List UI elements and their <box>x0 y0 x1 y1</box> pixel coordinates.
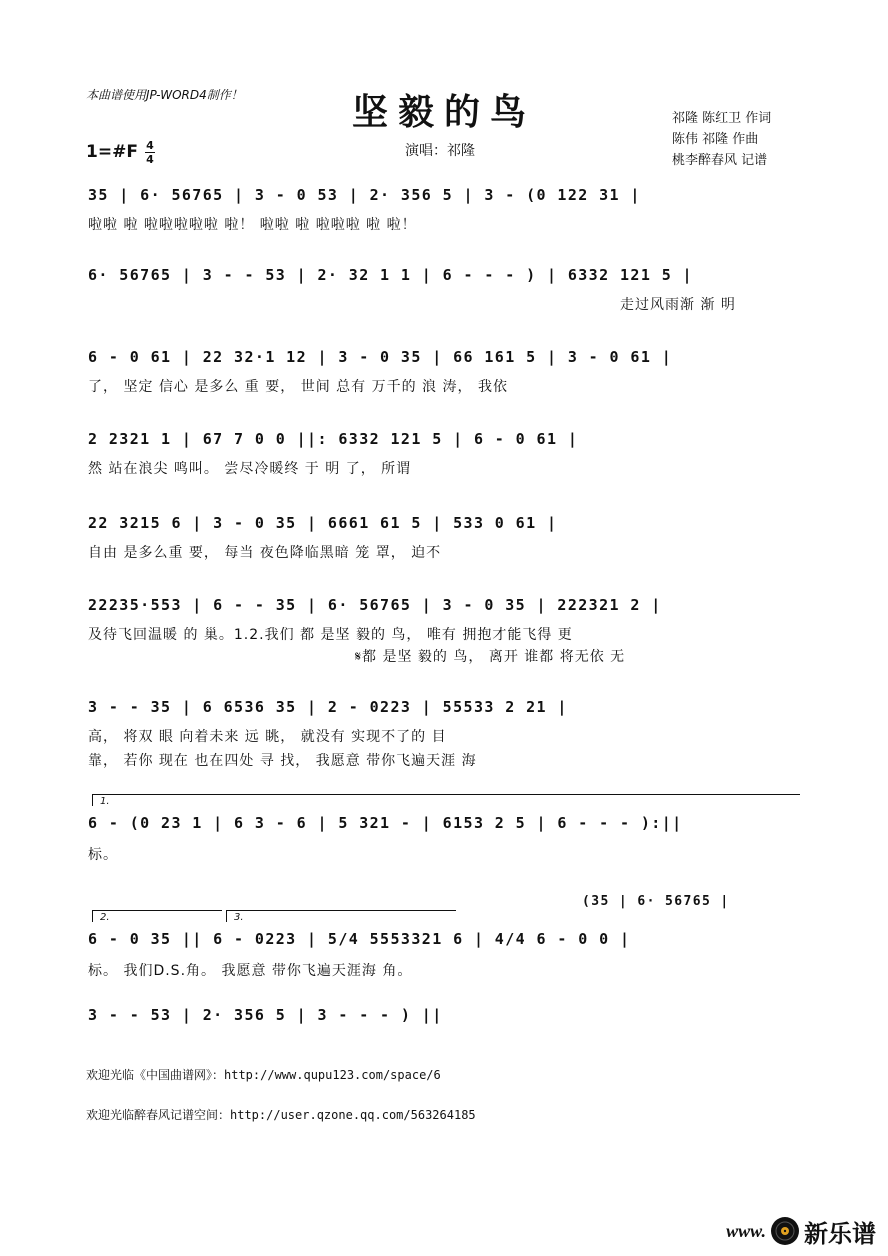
logo-name: 新乐谱 <box>804 1219 876 1248</box>
record-icon <box>770 1216 800 1246</box>
footer-link-2[interactable]: 欢迎光临醉春风记谱空间：http://user.qzone.qq.com/563264185 <box>86 1108 476 1122</box>
credits <box>672 108 771 171</box>
notes-line-8: 6 - (0 23 1 | 6 3 - 6 | 5 321 - | 6153 2 5 | 6 - - - ):|| <box>88 814 683 832</box>
time-sig-top: 4 <box>146 139 154 152</box>
ending-2-bracket <box>92 910 222 911</box>
composer-credit: 陈伟 祁隆 作曲 <box>672 132 759 147</box>
notes-line-2: 6· 56765 | 3 - - 53 | 2· 32 1 1 | 6 - - - ) | 6332 121 5 | <box>88 266 693 284</box>
footer-link-1[interactable]: 欢迎光临《中国曲谱网》：http://www.qupu123.com/space/6 <box>86 1068 441 1082</box>
lyrics-line-7a: 高， 将双 眼 向着未来 远 眺， 就没有 实现不了的 目 <box>88 729 447 745</box>
song-title: 坚毅的鸟 <box>351 92 536 133</box>
lyrics-line-1: 啦啦 啦 啦啦啦啦啦 啦！ 啦啦 啦 啦啦啦 啦 啦！ <box>88 217 417 233</box>
ending-1-label: 1. <box>100 796 110 807</box>
notes-line-5: 22 3215 6 | 3 - 0 35 | 6661 61 5 | 533 0 61 | <box>88 514 558 532</box>
ending-1-bracket <box>92 794 800 795</box>
time-sig-bottom: 4 <box>146 153 154 166</box>
lyrics-line-2: 走过风雨渐 渐 明 <box>620 297 736 313</box>
notes-line-9: 6 - 0 35 || 6 - 0223 | 5/4 5553321 6 | 4/4 6 - 0 0 | <box>88 930 631 948</box>
key-signature: 1=#F <box>86 142 138 162</box>
lyrics-line-9: 标。 我们D.S.角。 我愿意 带你飞遍天涯海 角。 <box>88 963 413 979</box>
lyrics-line-3: 了， 坚定 信心 是多么 重 要， 世间 总有 万千的 浪 涛， 我依 <box>88 379 508 395</box>
notes-line-3: 6 - 0 61 | 22 32·1 12 | 3 - 0 35 | 66 161 5 | 3 - 0 61 | <box>88 348 673 366</box>
upper-notes-line-9: (35 | 6· 56765 | <box>582 894 730 909</box>
lyrics-line-4: 然 站在浪尖 鸣叫。 尝尽冷暖终 于 明 了， 所谓 <box>88 461 412 477</box>
notes-line-1: 35 | 6· 56765 | 3 - 0 53 | 2· 356 5 | 3 - (0 122 31 | <box>88 186 641 204</box>
notes-line-4: 2 2321 1 | 67 7 0 0 ||: 6332 121 5 | 6 - 0 61 | <box>88 430 579 448</box>
ending-2-tick <box>92 910 93 922</box>
lyrics-line-5: 自由 是多么重 要， 每当 夜色降临黑暗 笼 罩， 迫不 <box>88 545 442 561</box>
ending-1-tick <box>92 794 93 806</box>
ending-2-label: 2. <box>100 912 110 923</box>
lyrics-line-6a: 及待飞回温暖 的 巢。1.2.我们 都 是坚 毅的 鸟， 唯有 拥抱才能飞得 更 <box>88 627 573 643</box>
lyrics-line-8: 标。 <box>88 847 118 863</box>
logo-url-text: www. <box>726 1220 766 1241</box>
site-logo[interactable] <box>726 1212 876 1250</box>
notes-line-10: 3 - - 53 | 2· 356 5 | 3 - - - ) || <box>88 1006 443 1024</box>
lyricist-credit: 祁隆 陈红卫 作词 <box>672 111 772 126</box>
lyrics-line-6b: 𝄋都 是坚 毅的 鸟， 离开 谁都 将无依 无 <box>355 649 626 665</box>
transcriber-credit: 桃李醉春风 记谱 <box>672 153 768 168</box>
tool-note: 本曲谱使用JP-WORD4制作！ <box>86 88 243 102</box>
ending-3-tick <box>226 910 227 922</box>
time-signature <box>145 140 155 165</box>
notes-line-6: 22235·553 | 6 - - 35 | 6· 56765 | 3 - 0 35 | 222321 2 | <box>88 596 662 614</box>
singer-label: 演唱：祁隆 <box>405 143 475 159</box>
lyrics-line-7b: 靠， 若你 现在 也在四处 寻 找， 我愿意 带你飞遍天涯 海 <box>88 753 477 769</box>
notes-line-7: 3 - - 35 | 6 6536 35 | 2 - 0223 | 55533 2 21 | <box>88 698 568 716</box>
ending-3-bracket <box>226 910 456 911</box>
ending-3-label: 3. <box>234 912 244 923</box>
